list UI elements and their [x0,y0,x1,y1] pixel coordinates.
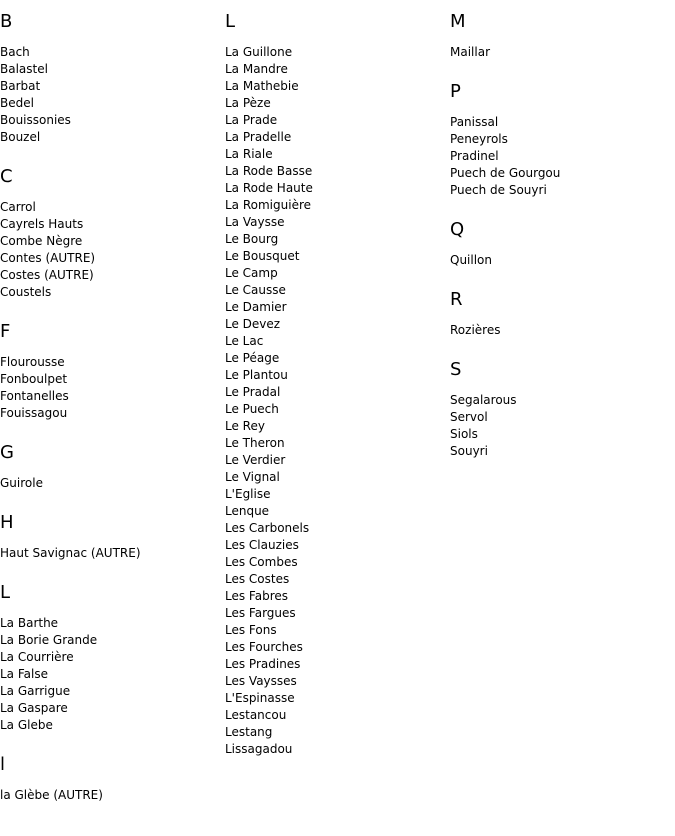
place-link[interactable]: Le Péage [225,351,280,365]
place-link[interactable]: Servol [450,410,488,424]
letter-heading: H [0,512,14,533]
place-link[interactable]: Peneyrols [450,132,508,146]
place-link[interactable]: Les Fourches [225,640,303,654]
place-link[interactable]: Le Pradal [225,385,281,399]
place-list [450,252,670,269]
letter-group [0,755,220,804]
letter-heading: S [450,359,462,380]
place-link[interactable]: Bedel [0,96,34,110]
place-link[interactable]: Le Rey [225,419,265,433]
place-link[interactable]: Lestancou [225,708,287,722]
place-link[interactable]: L'Eglise [225,487,271,501]
place-link[interactable]: La Mathebie [225,79,299,93]
place-link[interactable]: Le Lac [225,334,264,348]
place-link[interactable]: Les Fargues [225,606,296,620]
place-list [225,44,445,758]
letter-heading: L [225,11,236,32]
place-link[interactable]: Les Carbonels [225,521,310,535]
place-link[interactable]: Fonboulpet [0,372,68,386]
place-link[interactable]: La Pèze [225,96,271,110]
letter-group [450,290,670,339]
letter-heading: l [0,754,6,775]
place-link[interactable]: Les Combes [225,555,298,569]
place-link[interactable]: Coustels [0,285,52,299]
place-link[interactable]: Le Damier [225,300,287,314]
place-link[interactable]: Le Camp [225,266,278,280]
place-link[interactable]: La Borie Grande [0,633,98,647]
letter-heading: F [0,321,11,342]
place-link[interactable]: Segalarous [450,393,517,407]
letter-group [0,12,220,146]
place-list [0,354,220,422]
place-link[interactable]: La Rode Haute [225,181,313,195]
place-list [0,545,220,562]
place-link[interactable]: Haut Savignac (AUTRE) [0,546,141,560]
place-link[interactable]: Les Pradines [225,657,301,671]
place-link[interactable]: La Prade [225,113,278,127]
place-link[interactable]: Guirole [0,476,43,490]
letter-heading: C [0,166,13,187]
place-link[interactable]: Les Costes [225,572,290,586]
place-link[interactable]: La Riale [225,147,273,161]
letter-heading: R [450,289,463,310]
place-link[interactable]: La Vaysse [225,215,285,229]
letter-heading: G [0,442,14,463]
place-link[interactable]: Bach [0,45,30,59]
place-list [450,114,670,199]
place-link[interactable]: Le Causse [225,283,286,297]
place-link[interactable]: Les Fons [225,623,277,637]
letter-group [450,12,670,61]
letter-group [450,220,670,269]
letter-group [0,322,220,422]
place-link[interactable]: La Guillone [225,45,293,59]
place-link[interactable]: Fouissagou [0,406,68,420]
place-link[interactable]: Lissagadou [225,742,293,756]
place-link[interactable]: La Barthe [0,616,59,630]
letter-group [0,443,220,492]
place-link[interactable]: Puech de Gourgou [450,166,561,180]
place-link[interactable]: Puech de Souyri [450,183,547,197]
place-link[interactable]: Le Bourg [225,232,279,246]
letter-group [0,583,220,734]
place-link[interactable]: Bouzel [0,130,41,144]
place-link[interactable]: Combe Nègre [0,234,83,248]
place-link[interactable]: Fontanelles [0,389,69,403]
place-list [0,787,220,804]
place-link[interactable]: La Gaspare [0,701,68,715]
place-link[interactable]: Barbat [0,79,41,93]
place-link[interactable]: Carrol [0,200,36,214]
place-link[interactable]: Les Clauzies [225,538,299,552]
letter-heading: B [0,11,13,32]
place-link[interactable]: Le Vignal [225,470,280,484]
place-link[interactable]: La Courrière [0,650,74,664]
letter-group [225,12,445,758]
letter-heading: M [450,11,466,32]
letter-group [0,513,220,562]
place-link[interactable]: Lenque [225,504,270,518]
place-list [0,615,220,734]
letter-group [0,167,220,301]
letter-heading: L [0,582,11,603]
place-link[interactable]: La Rode Basse [225,164,313,178]
place-link[interactable]: Lestang [225,725,273,739]
index-column-2 [225,12,445,779]
place-link[interactable]: La Romiguière [225,198,312,212]
place-link[interactable]: La Glebe [0,718,53,732]
place-link[interactable]: La Garrigue [0,684,71,698]
place-link[interactable]: Costes (AUTRE) [0,268,94,282]
place-list [0,44,220,146]
place-link[interactable]: Le Theron [225,436,285,450]
place-link[interactable]: Panissal [450,115,499,129]
place-link[interactable]: La Mandre [225,62,288,76]
place-link[interactable]: Rozières [450,323,501,337]
letter-heading: P [450,81,461,102]
place-link[interactable]: Le Plantou [225,368,288,382]
place-link[interactable]: Le Bousquet [225,249,300,263]
place-link[interactable]: Bouissonies [0,113,71,127]
letter-group [450,82,670,199]
letter-heading: Q [450,219,465,240]
place-list [0,199,220,301]
place-link[interactable]: Flourousse [0,355,65,369]
index-column-1 [0,12,220,825]
place-link[interactable]: Cayrels Hauts [0,217,84,231]
place-list [450,392,670,460]
place-link[interactable]: La False [0,667,48,681]
place-link[interactable]: la Glèbe (AUTRE) [0,788,103,802]
place-link[interactable]: L'Espinasse [225,691,295,705]
place-link[interactable]: Le Verdier [225,453,286,467]
place-link[interactable]: Quillon [450,253,492,267]
place-list [450,322,670,339]
place-list [0,475,220,492]
place-link[interactable]: Souyri [450,444,488,458]
place-link[interactable]: Contes (AUTRE) [0,251,96,265]
index-column-3 [450,12,670,481]
place-link[interactable]: Les Vaysses [225,674,297,688]
place-link[interactable]: Le Devez [225,317,281,331]
place-list [450,44,670,61]
place-link[interactable]: Maillar [450,45,490,59]
place-link[interactable]: La Pradelle [225,130,292,144]
place-link[interactable]: Balastel [0,62,48,76]
place-link[interactable]: Les Fabres [225,589,288,603]
place-link[interactable]: Le Puech [225,402,279,416]
letter-group [450,360,670,460]
place-link[interactable]: Siols [450,427,478,441]
place-link[interactable]: Pradinel [450,149,499,163]
